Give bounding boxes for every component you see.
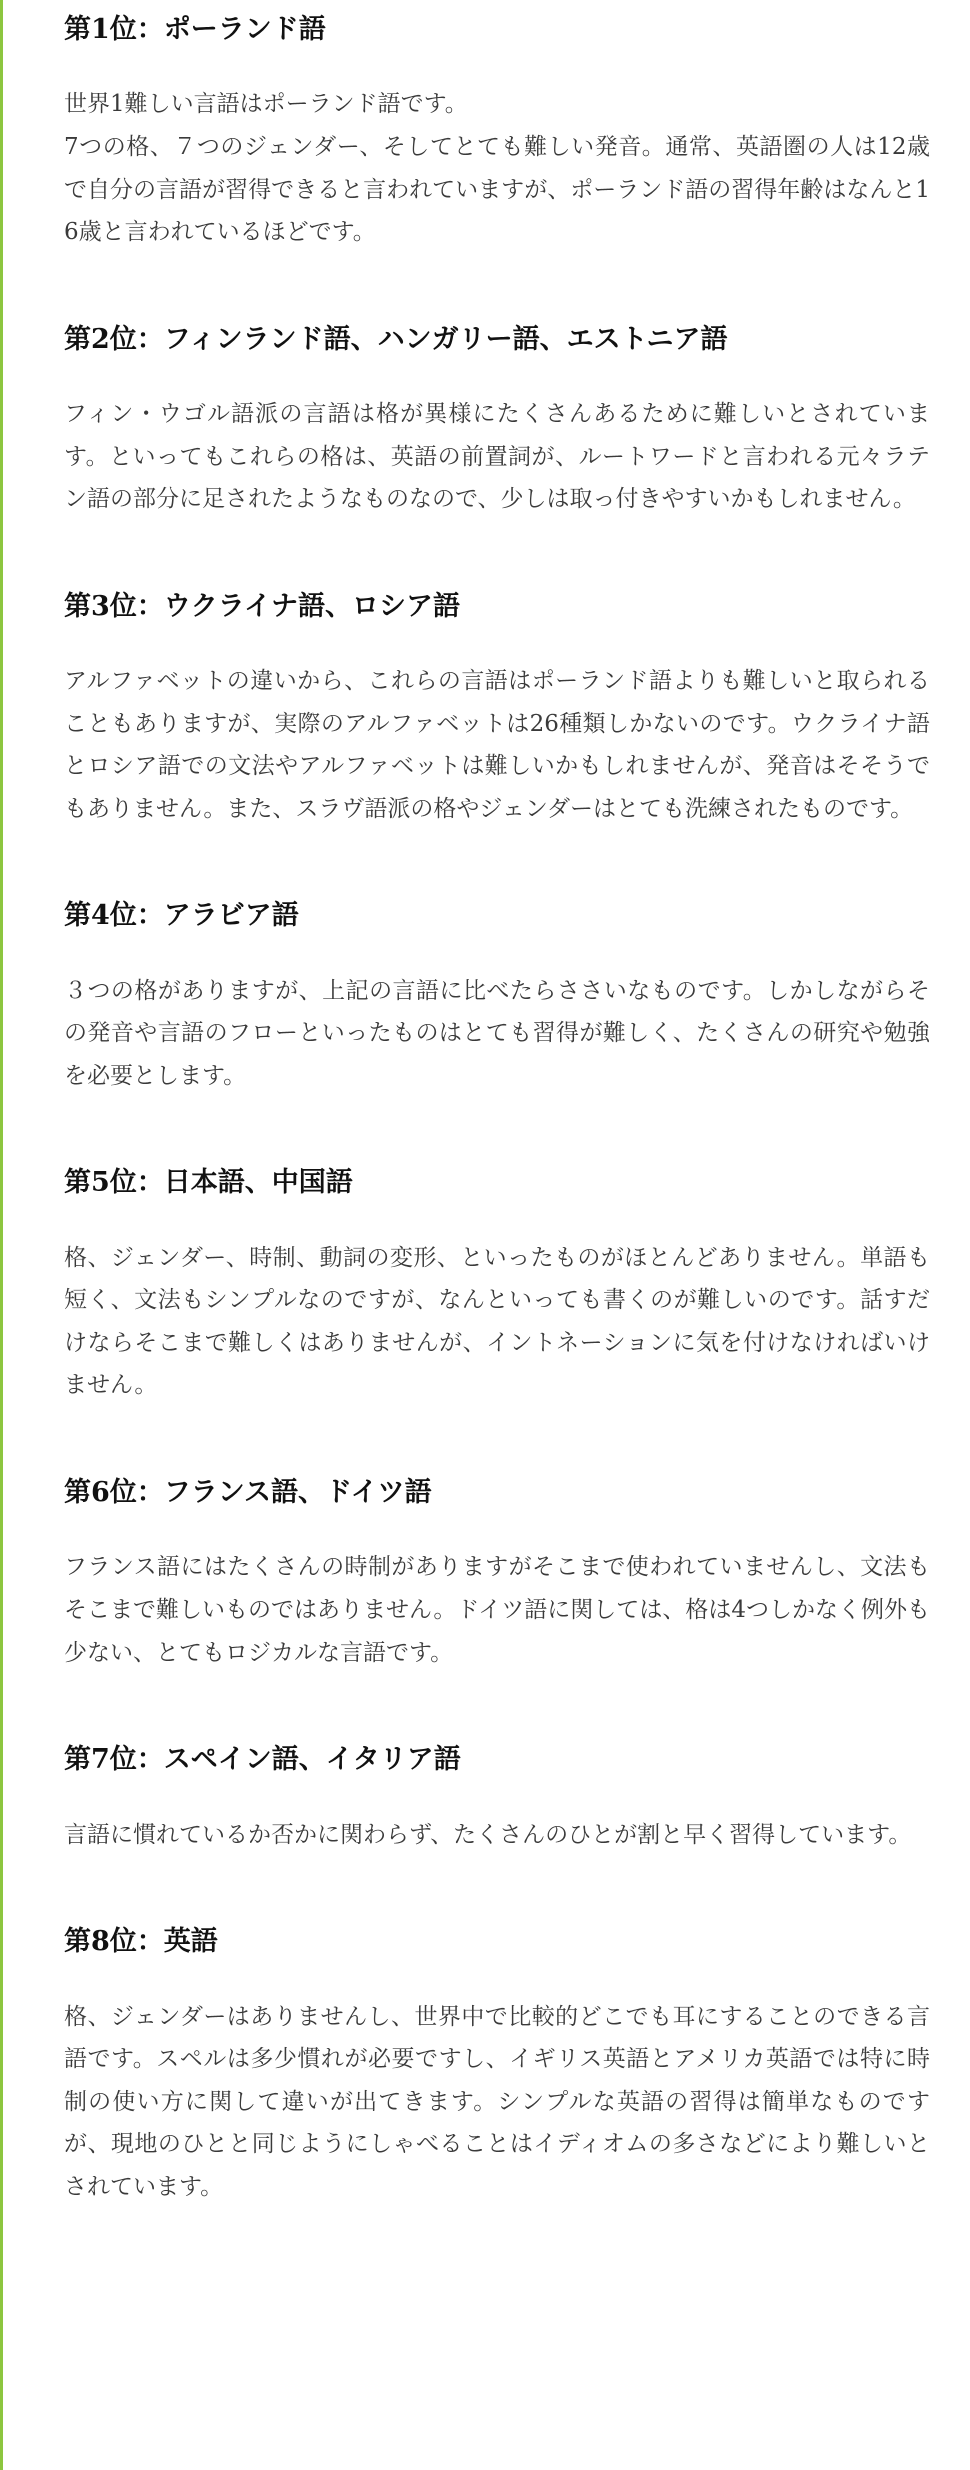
section-paragraph: [64, 970, 930, 1098]
section-heading: 第6位：フランス語、ドイツ語: [64, 1477, 432, 1509]
section-heading: 第7位：スペイン語、イタリア語: [64, 1744, 461, 1776]
section-heading: 第3位：ウクライナ語、ロシア語: [64, 590, 460, 622]
section-paragraph: [64, 1996, 930, 2209]
ranking-section-4: [64, 898, 930, 1097]
article-body: [64, 0, 930, 2208]
section-paragraph: [64, 393, 930, 521]
ranking-section-8: [64, 1924, 930, 2208]
left-accent-border: [0, 0, 3, 2470]
section-paragraph: [64, 1237, 930, 1407]
section-paragraph: [64, 660, 930, 830]
paragraph-line: フランス語にはたくさんの時制がありますがそこまで使われていませんし、文法もそこまで難しいものではありません。ドイツ語に関しては、格は4つしかなく例外も少ない、とてもロジカルな言語です。: [64, 1554, 930, 1666]
section-paragraph: [64, 1546, 930, 1674]
paragraph-line: ３つの格がありますが、上記の言語に比べたらささいなものです。しかしながらその発音や言語のフローといったものはとても習得が難しく、たくさんの研究や勉強を必要とします。: [64, 977, 930, 1089]
section-paragraph: [64, 83, 930, 253]
ranking-section-7: [64, 1742, 930, 1856]
paragraph-line: 世界1難しい言語はポーランド語です。: [64, 91, 468, 118]
paragraph-line: アルファベットの違いから、これらの言語はポーランド語よりも難しいと取られることもありますが、実際のアルファベットは26種類しかないのです。ウクライナ語とロシア語での文法やアルファベットは難しいかもしれませんが、発音はそそうでもありません。また、スラヴ語派の格やジェンダーはとても洗練されたものです。: [64, 668, 930, 822]
paragraph-line: 言語に慣れているか否かに関わらず、たくさんのひとが割と早く習得しています。: [64, 1821, 912, 1848]
ranking-section-2: [64, 322, 930, 521]
paragraph-line: 格、ジェンダー、時制、動詞の変形、といったものがほとんどありません。単語も短く、文法もシンプルなのですが、なんといっても書くのが難しいのです。話すだけならそこまで難しくはありませんが、イントネーションに気を付けなければいけません。: [64, 1244, 930, 1399]
paragraph-line: 格、ジェンダーはありませんし、世界中で比較的どこでも耳にすることのできる言語です。スペルは多少慣れが必要ですし、イギリス英語とアメリカ英語では特に時制の使い方に関して違いが出てきます。シンプルな英語の習得は簡単なものですが、現地のひとと同じようにしゃべることはイディオムの多さなどにより難しいとされています。: [64, 2003, 930, 2200]
section-heading: 第4位：アラビア語: [64, 900, 299, 932]
paragraph-line: フィン・ウゴル語派の言語は格が異様にたくさんあるために難しいとされています。といってもこれらの格は、英語の前置詞が、ルートワードと言われる元々ラテン語の部分に足されたようなものなので、少しは取っ付きやすいかもしれません。: [64, 401, 930, 513]
ranking-section-1: [64, 0, 930, 254]
section-heading: 第8位：英語: [64, 1926, 218, 1958]
ranking-section-5: [64, 1165, 930, 1407]
section-heading: 第1位：ポーランド語: [64, 14, 326, 45]
ranking-section-3: [64, 589, 930, 831]
ranking-section-6: [64, 1475, 930, 1674]
section-heading: 第2位：フィンランド語、ハンガリー語、エストニア語: [64, 323, 728, 355]
paragraph-line: 7つの格、７つのジェンダー、そしてとても難しい発音。通常、英語圏の人は12歳で自分の言語が習得できると言われていますが、ポーランド語の習得年齢はなんと16歳と言われているほどです。: [64, 133, 930, 246]
section-paragraph: [64, 1814, 930, 1857]
section-heading: 第5位：日本語、中国語: [64, 1167, 353, 1199]
